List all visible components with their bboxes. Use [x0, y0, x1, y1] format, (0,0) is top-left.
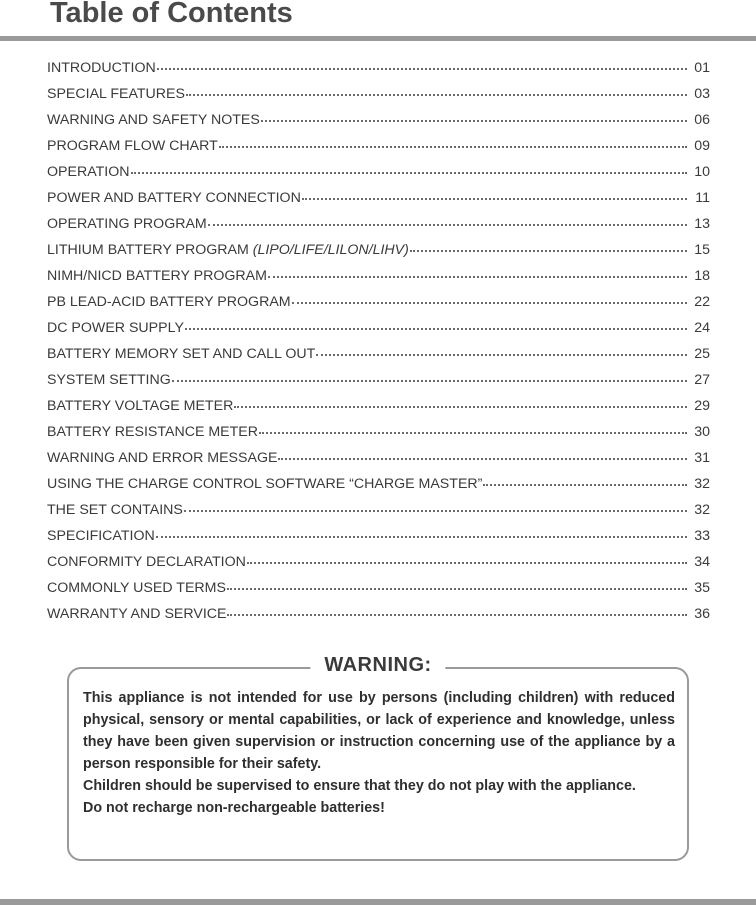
- toc-page-number: 33: [694, 528, 710, 544]
- dot-leader: [227, 612, 687, 616]
- toc-entry-title: [47, 502, 183, 518]
- toc-entry-title: [47, 554, 246, 570]
- toc-entry-title-text: LITHIUM BATTERY PROGRAM: [47, 242, 253, 258]
- dot-leader: [483, 482, 687, 486]
- toc-entry-title-text: WARRANTY AND SERVICE: [47, 606, 227, 622]
- toc-page-number: 31: [694, 450, 710, 466]
- toc-entry-title-text: WARNING AND SAFETY NOTES: [47, 112, 260, 128]
- toc-entry[interactable]: [47, 138, 710, 164]
- toc-page-number: 24: [694, 320, 710, 336]
- toc-entry[interactable]: [47, 242, 710, 268]
- page-title: Table of Contents: [50, 0, 293, 29]
- warning-title: WARNING:: [310, 654, 445, 677]
- toc-entry-title-text: SYSTEM SETTING: [47, 372, 171, 388]
- dot-leader: [185, 326, 687, 330]
- toc-entry-title: [47, 216, 207, 232]
- toc-entry-title-text: SPECIFICATION: [47, 528, 155, 544]
- toc-entry[interactable]: [47, 424, 710, 450]
- toc-entry-title-text: DC POWER SUPPLY: [47, 320, 184, 336]
- toc-entry-title: [47, 86, 185, 102]
- toc-entry-title: [47, 138, 218, 154]
- toc-entry-title-text: OPERATION: [47, 164, 130, 180]
- toc-entry-title-text: OPERATING PROGRAM: [47, 216, 207, 232]
- toc-entry[interactable]: [47, 606, 710, 632]
- toc-entry-title: [47, 294, 291, 310]
- toc-entry-title: [47, 580, 226, 596]
- toc-entry-title-text: PROGRAM FLOW CHART: [47, 138, 218, 154]
- toc-entry-title: [47, 398, 233, 414]
- toc-page-number: 32: [694, 476, 710, 492]
- toc-page-number: 10: [694, 164, 710, 180]
- toc-entry-title: [47, 112, 260, 128]
- toc-entry-title: [47, 424, 258, 440]
- toc-entry[interactable]: [47, 216, 710, 242]
- toc-entry-title-text: BATTERY VOLTAGE METER: [47, 398, 234, 414]
- toc-page-number: 18: [694, 268, 710, 284]
- toc-entry[interactable]: [47, 320, 710, 346]
- toc-entry-title: [47, 60, 156, 76]
- toc-entry-title-text: POWER AND BATTERY CONNECTION: [47, 190, 301, 206]
- toc-entry[interactable]: [47, 398, 710, 424]
- toc-page-number: 09: [694, 138, 710, 154]
- toc-entry-title-text: BATTERY RESISTANCE METER: [47, 424, 259, 440]
- dot-leader: [278, 456, 687, 460]
- toc-entry[interactable]: [47, 86, 710, 112]
- toc-entry-title: [47, 372, 171, 388]
- toc-entry-title-text: COMMONLY USED TERMS: [47, 580, 226, 596]
- toc-entry-title-text: THE SET CONTAINS: [47, 502, 183, 518]
- toc-entry[interactable]: [47, 190, 710, 216]
- toc-page-number: 25: [694, 346, 710, 362]
- warning-paragraph: Do not recharge non-rechargeable batteries!: [83, 800, 385, 816]
- toc-entry-title-text: BATTERY MEMORY SET AND CALL OUT: [47, 346, 316, 362]
- toc-entry-title-text: USING THE CHARGE CONTROL SOFTWARE “CHARGE MASTER”: [47, 476, 483, 492]
- toc-page-number: 35: [694, 580, 710, 596]
- toc-page-number: 11: [695, 190, 710, 206]
- toc-page-number: 32: [694, 502, 710, 518]
- toc-entry-title: [47, 320, 184, 336]
- top-divider: [0, 36, 756, 41]
- toc-entry-title-text: SPECIAL FEATURES: [47, 86, 185, 102]
- dot-leader: [157, 66, 687, 70]
- toc-entry-title: [47, 528, 155, 544]
- toc-entry-title: [47, 190, 301, 206]
- toc-entry-title: [47, 164, 130, 180]
- toc-entry[interactable]: [47, 502, 710, 528]
- toc-page-number: 01: [694, 60, 710, 76]
- toc-page-number: 29: [694, 398, 710, 414]
- toc-page-number: 06: [694, 112, 710, 128]
- dot-leader: [227, 586, 687, 590]
- dot-leader: [292, 300, 687, 304]
- toc-entry-title-text: PB LEAD-ACID BATTERY PROGRAM: [47, 294, 291, 310]
- dot-leader: [184, 508, 687, 512]
- toc-entry-title-text: NIMH/NICD BATTERY PROGRAM: [47, 268, 267, 284]
- dot-leader: [259, 430, 687, 434]
- toc-page-number: 03: [694, 86, 710, 102]
- toc-entry[interactable]: [47, 60, 710, 86]
- dot-leader: [302, 196, 687, 200]
- toc-entry[interactable]: [47, 450, 710, 476]
- toc-entry-title: [47, 268, 267, 284]
- toc-entry-title: [47, 476, 482, 492]
- toc-entry[interactable]: [47, 554, 710, 580]
- toc-entry-title-text: CONFORMITY DECLARATION: [47, 554, 246, 570]
- toc-page-number: 15: [694, 242, 710, 258]
- toc-page-number: 34: [694, 554, 710, 570]
- dot-leader: [186, 92, 687, 96]
- dot-leader: [234, 404, 687, 408]
- dot-leader: [219, 144, 687, 148]
- bottom-divider: [0, 899, 756, 905]
- toc-entry-title: [47, 450, 277, 466]
- dot-leader: [261, 118, 687, 122]
- toc-entry[interactable]: [47, 372, 710, 398]
- toc-entry[interactable]: [47, 476, 710, 502]
- dot-leader: [316, 352, 687, 356]
- warning-paragraph: This appliance is not intended for use by persons (including children) with reduced physical, sensory or mental capabilities, or lack of experience and knowledge, unless they have been given supervision or instruction concerning use of the appliance by a person responsible for their safety.: [83, 690, 675, 772]
- toc-entry[interactable]: [47, 346, 710, 372]
- toc-page-number: 36: [694, 606, 710, 622]
- dot-leader: [172, 378, 687, 382]
- warning-body: [83, 687, 675, 819]
- toc-entry[interactable]: [47, 580, 710, 606]
- toc-entry-title: [47, 606, 226, 622]
- toc-page-number: 27: [694, 372, 710, 388]
- table-of-contents: [47, 60, 710, 632]
- dot-leader: [268, 274, 687, 278]
- toc-entry-title-text: WARNING AND ERROR MESSAGE: [47, 450, 278, 466]
- toc-entry-title: [47, 242, 409, 258]
- dot-leader: [410, 248, 687, 252]
- warning-paragraph: Children should be supervised to ensure that they do not play with the appliance.: [83, 778, 636, 794]
- dot-leader: [156, 534, 687, 538]
- toc-entry-title: [47, 346, 315, 362]
- dot-leader: [131, 170, 687, 174]
- warning-box: [67, 654, 689, 861]
- dot-leader: [208, 222, 687, 226]
- toc-entry-title-italic: (LIPO/LIFE/LILON/LIHV): [252, 242, 409, 258]
- dot-leader: [247, 560, 687, 564]
- toc-entry[interactable]: [47, 164, 710, 190]
- toc-page-number: 30: [694, 424, 710, 440]
- toc-entry[interactable]: [47, 294, 710, 320]
- toc-page-number: 22: [694, 294, 710, 310]
- toc-entry[interactable]: [47, 528, 710, 554]
- toc-entry[interactable]: [47, 112, 710, 138]
- toc-page-number: 13: [694, 216, 710, 232]
- toc-entry-title-text: INTRODUCTION: [47, 60, 156, 76]
- toc-entry[interactable]: [47, 268, 710, 294]
